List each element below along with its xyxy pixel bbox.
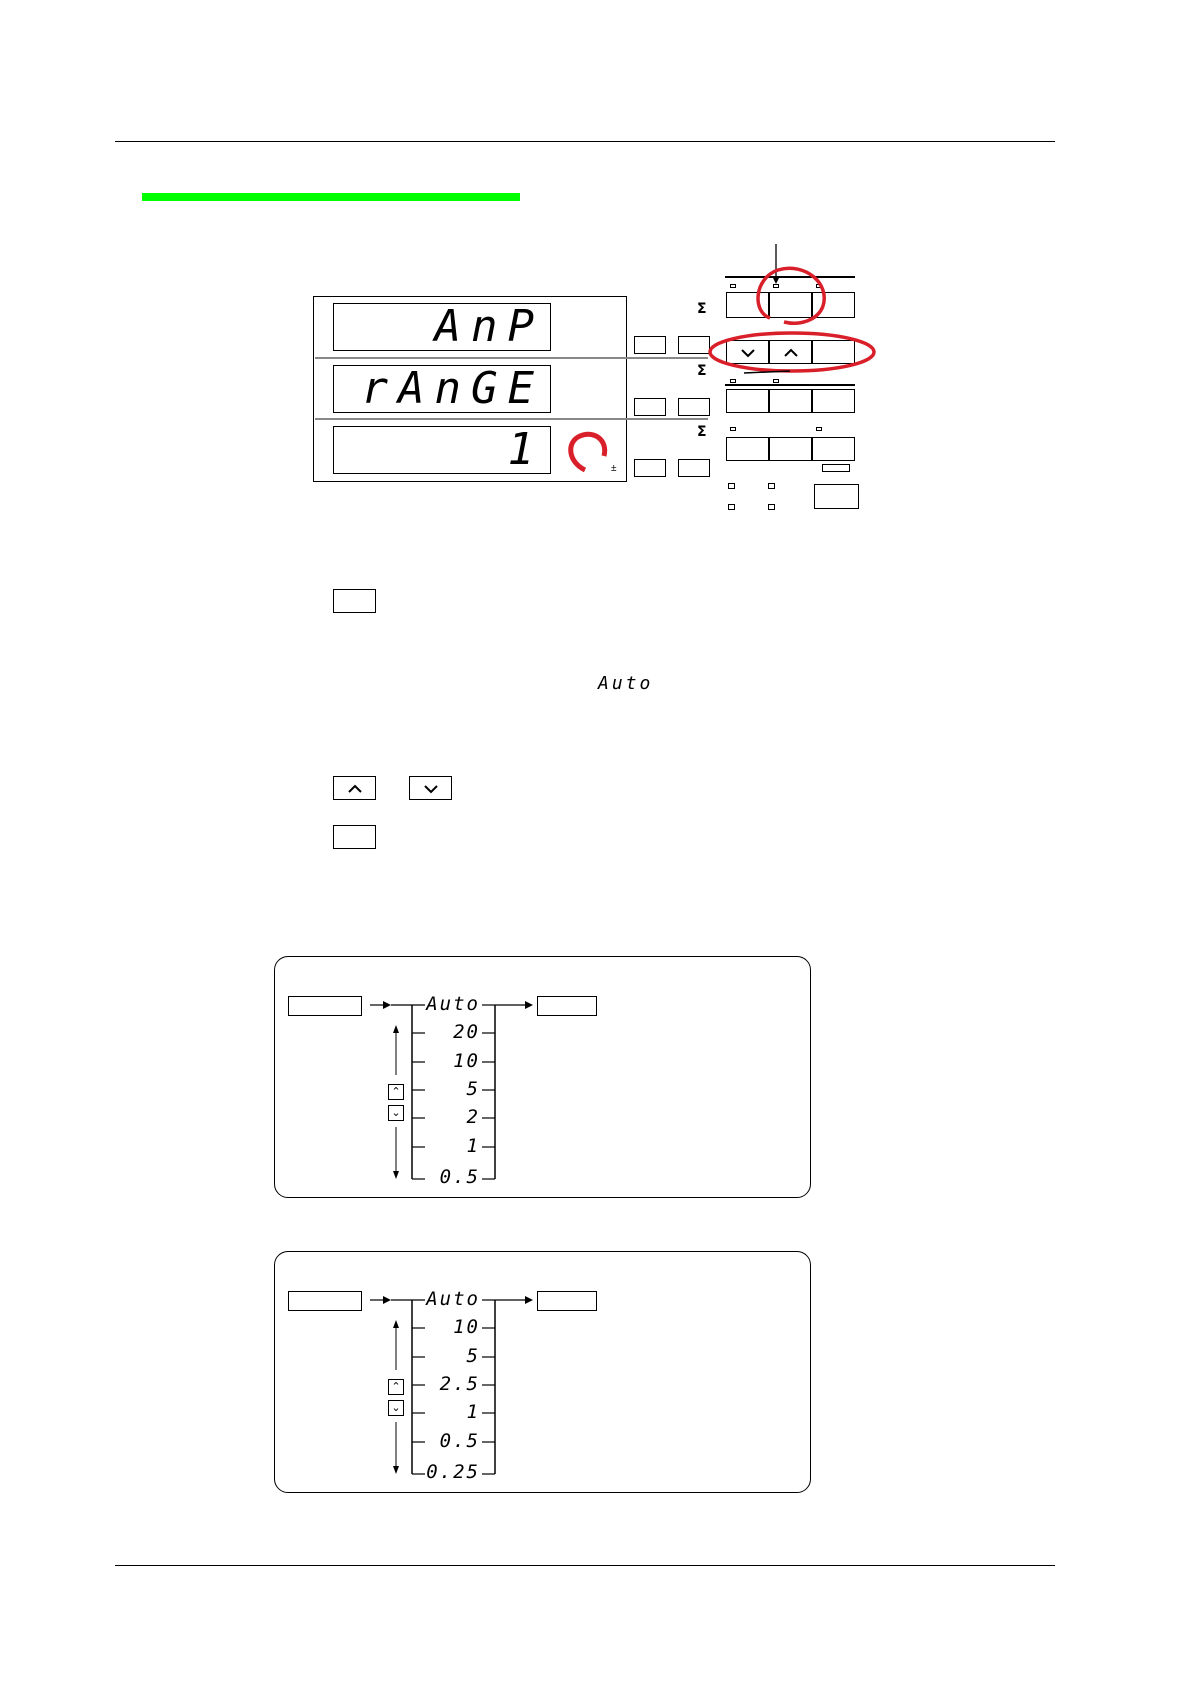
panel2-option-0-5: 0.5 [439,1430,480,1452]
sigma-label-2: Σ [697,363,707,379]
sigma-label-1: Σ [697,301,707,317]
chevron-up-icon: ⌃ [391,1380,401,1393]
panel2-option-0-25: 0.25 [426,1461,480,1483]
display-top-text: AnP [434,301,544,352]
panel1-lines [275,957,812,1199]
sigma-label-3: Σ [697,424,707,440]
panel1-option-1: 1 [466,1135,480,1157]
highlight-circle-display [571,434,605,470]
panel2-option-2-5: 2.5 [439,1373,480,1395]
panel1-option-5: 5 [466,1078,480,1100]
panel1-option-auto: Auto [426,993,480,1015]
step-down-key[interactable] [409,776,452,800]
step-key-set-1[interactable] [333,589,376,613]
step-key-set-2[interactable] [333,825,376,849]
chevron-down-icon: ⌄ [391,1106,401,1119]
highlight-marks [0,0,1190,600]
chevron-down-icon [410,777,453,801]
plus-minus-label: ± [611,463,617,474]
panel2-option-1: 1 [466,1401,480,1423]
highlight-circle-key [758,268,824,323]
pointer-arrow-head [772,276,780,284]
highlight-stroke [744,371,790,373]
panel2-lines [275,1252,812,1494]
range-panel-2 [274,1251,811,1493]
range-panel-1 [274,956,811,1198]
chevron-up-icon [334,777,377,801]
bottom-rule [115,1565,1055,1566]
auto-display-text: Auto [598,673,654,694]
panel1-option-20: 20 [453,1021,480,1043]
step-up-key[interactable] [333,776,376,800]
chevron-up-icon: ⌃ [391,1085,401,1098]
panel1-option-0-5: 0.5 [439,1166,480,1188]
chevron-down-icon: ⌄ [391,1401,401,1414]
highlight-ellipse-arrows [710,333,874,371]
panel2-option-auto: Auto [426,1288,480,1310]
panel2-option-5: 5 [466,1345,480,1367]
panel1-option-2: 2 [466,1106,480,1128]
panel1-option-10: 10 [453,1050,480,1072]
display-bottom-text: 1 [507,424,544,475]
panel2-option-10: 10 [453,1316,480,1338]
display-middle-text: rAnGE [361,363,544,414]
